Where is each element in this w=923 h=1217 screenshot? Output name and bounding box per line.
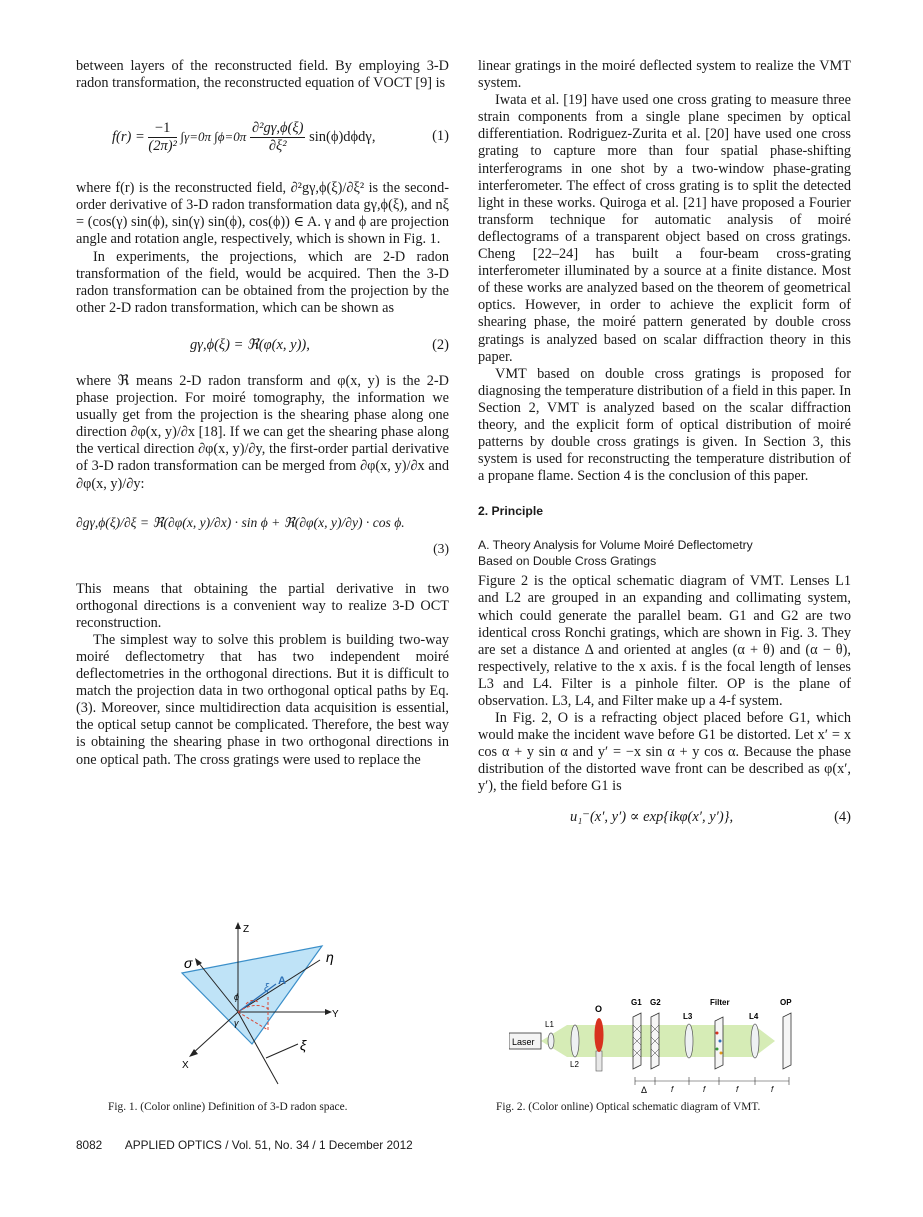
subsection-heading-line-1: A. Theory Analysis for Volume Moiré Deflectometry <box>478 538 753 553</box>
label-f: f <box>671 1085 674 1094</box>
eq1-fraction <box>148 120 177 155</box>
eq1-den: (2π)² <box>148 138 177 155</box>
label-gamma: γ <box>234 1018 239 1028</box>
label-z: Z <box>243 924 250 935</box>
section-heading: 2. Principle <box>478 504 544 519</box>
label-g1: G1 <box>631 998 642 1007</box>
journal-info: APPLIED OPTICS / Vol. 51, No. 34 / 1 December 2012 <box>124 1138 413 1152</box>
equation-number: (1) <box>432 128 449 145</box>
filter-dot <box>716 1048 719 1051</box>
observation-plane <box>783 1013 791 1069</box>
label-a: A <box>278 975 286 987</box>
label-o: O <box>595 1004 603 1014</box>
eq1-lhs: f(r) = <box>112 129 145 146</box>
label-l4: L4 <box>749 1012 759 1021</box>
label-xi-small: ξ <box>264 982 269 994</box>
paragraph: Figure 2 is the optical schematic diagram of VMT. Lenses L1 and L2 are grouped in an expanding and collimating system, which could generate the parallel beam. G1 and G2 are two identical cross Ronchi gratings, which are shown in Fig. 3. They are set a distance Δ and oriented at angles (α + θ) and (α − θ), respectively, relative to the x axis. f is the focal length of lenses L3 and L4. Filter is a pinhole filter. OP is the plane of observation. L3, L4, and Filter make up a 4-f system. <box>478 573 851 709</box>
y-arrow-icon <box>325 1009 332 1015</box>
left-column <box>76 58 449 769</box>
paragraph: The simplest way to solve this problem is building two-way moiré deflectometry that has two independent moiré deflectometries in the orthogonal directions. But it is difficult to match the projection data in two orthogonal optical paths by Eq. (3). Moreover, since multidirection data acquisition is essential, the optical setup cannot be complicated. Therefore, the best way is obtaining the shearing phase in two orthogonal directions in one optical path. The cross gratings were used to replace the <box>76 631 449 768</box>
xi-branch <box>266 1044 298 1058</box>
equation-number: (3) <box>433 540 449 556</box>
label-filter: Filter <box>710 998 730 1007</box>
label-eta: η <box>326 949 334 965</box>
eq1-num: −1 <box>148 120 177 138</box>
paragraph: where ℜ means 2-D radon transform and φ(x, y) is the 2-D phase projection. For moiré tomography, the information we usually get from the projection is the shearing phase along one direction ∂φ(x, y)/∂x [18]. If we can get the shearing phase along the vertical direction ∂φ(x, y)/∂y, the first-order partial derivative of 3-D radon transformation can be merged from ∂φ(x, y)/∂x and ∂φ(x, y)/∂y: <box>76 372 449 492</box>
figure-2-caption: Fig. 2. (Color online) Optical schematic diagram of VMT. <box>496 1101 761 1113</box>
label-l3: L3 <box>683 1012 693 1021</box>
eq1-derivative <box>250 120 305 155</box>
filter-dot <box>719 1040 722 1043</box>
lens-l4 <box>751 1024 759 1058</box>
sigma-arrow-icon <box>195 958 202 966</box>
paragraph: This means that obtaining the partial derivative in two orthogonal directions is a convenient way to realize 3-D OCT reconstruction. <box>76 580 449 631</box>
lens-l1 <box>548 1033 554 1049</box>
z-arrow-icon <box>235 922 241 929</box>
label-l1: L1 <box>545 1020 554 1029</box>
plane-a <box>182 946 322 1044</box>
label-sigma: σ <box>184 955 193 971</box>
paragraph: between layers of the reconstructed field. By employing 3-D radon transformation, the reconstructed equation of VOCT [9] is <box>76 58 449 92</box>
lens-l3 <box>685 1024 693 1058</box>
label-op: OP <box>780 998 792 1007</box>
eq1-dnum: ∂²gγ,ϕ(ξ) <box>251 120 304 137</box>
filter-dot <box>716 1032 719 1035</box>
figure-2-optical-schematic <box>509 985 809 1095</box>
label-f: f <box>703 1085 706 1094</box>
eq1-tail: sin(ϕ)dϕdγ, <box>309 129 376 146</box>
eq4-body: u₁⁻(x′, y′) ∝ exp{ikφ(x′, y′)}, <box>570 808 734 825</box>
label-phi: ϕ <box>234 992 240 1002</box>
label-f: f <box>736 1085 739 1094</box>
label-delta: Δ <box>641 1085 648 1095</box>
eq1-integrals: ∫γ=0π ∫ϕ=0π <box>180 129 247 145</box>
subsection-heading-line-2: Based on Double Cross Gratings <box>478 554 657 569</box>
label-x: X <box>182 1060 189 1071</box>
equation-1 <box>76 106 449 168</box>
paragraph: where f(r) is the reconstructed field, ∂²gγ,ϕ(ξ)/∂ξ² is the second-order derivative of 3-D radon transformation data gγ,ϕ(ξ), and nξ = (cos(γ) sin(ϕ), sin(γ) sin(ϕ), cos(ϕ)) ∈ A. γ and ϕ are projection angle and rotation angle, respectively, which is shown in Fig. 1. <box>76 180 449 248</box>
label-f: f <box>771 1085 774 1094</box>
filter-dot <box>720 1052 723 1055</box>
page-number: 8082 <box>76 1138 103 1152</box>
paragraph: In experiments, the projections, which are 2-D radon transformation of the field, would be acquired. Then the 3-D radon transformation can be obtained from the projection by the other 2-D radon transformation, which can be shown as <box>76 248 449 316</box>
label-l2: L2 <box>570 1060 579 1069</box>
label-y: Y <box>332 1009 339 1020</box>
label-g2: G2 <box>650 998 661 1007</box>
eq2-body: gγ,ϕ(ξ) = ℜ(φ(x, y)), <box>190 336 310 353</box>
equation-3 <box>76 493 449 571</box>
equation-2 <box>76 317 449 373</box>
eq3-body: ∂gγ,ϕ(ξ)/∂ξ = ℜ(∂φ(x, y)/∂x) · sin ϕ + ℜ(∂φ(x, y)/∂y) · cos ϕ. <box>76 514 405 530</box>
flame-icon <box>595 1018 604 1052</box>
label-laser: Laser <box>512 1037 535 1047</box>
figure-1-radon-space <box>170 918 350 1096</box>
eq1-dden: ∂ξ² <box>268 138 287 155</box>
equation-4 <box>478 796 851 836</box>
lens-l2 <box>571 1025 579 1057</box>
paragraph: Iwata et al. [19] have used one cross grating to measure three strain components from a single plane specimen by optical differentiation. Rodriguez-Zurita et al. [20] have used one cross grating to capture more than four spatial phase-shifting interferograms in one shot by a two-window phase-grating interferometer. The effect of cross grating is to split the detected light in these works. Quiroga et al. [21] have proposed a Fourier transform technique for automatic analysis of moiré deflectograms of a transparent object based on cross gratings. Cheng [22–24] has built a four-beam cross-grating interferometer illuminated by a source at a finite distance. Most of these works are analyzed based on the theorem of geometrical optics. However, in order to achieve the explicit form of shearing phase, the moiré pattern generated by double cross gratings is analyzed based on scalar diffraction theory in this paper. <box>478 92 851 365</box>
figure-1-caption: Fig. 1. (Color online) Definition of 3-D radon space. <box>108 1101 348 1113</box>
paragraph: VMT based on double cross gratings is proposed for diagnosing the temperature distribution of a field in this paper. In Section 2, VMT is analyzed based on the scalar diffraction theory, and the explicit form of optical distribution of moiré patterns by double cross gratings is given. In Section 3, this system is used for reconstructing the temperature distribution of a propane flame. Section 4 is the conclusion of this paper. <box>478 365 851 485</box>
equation-number: (2) <box>432 336 449 353</box>
x-axis <box>192 1012 238 1054</box>
object-base <box>596 1051 602 1071</box>
paragraph: In Fig. 2, O is a refracting object placed before G1, which would make the incident wave before G1 be distorted. Let x′ = x cos α + y sin α and y′ = −x sin α + y cos α. Because the phase distribution of the distorted wave front can be described as φ(x′, y′), the field before G1 is <box>478 710 851 795</box>
paragraph: linear gratings in the moiré deflected system to realize the VMT system. <box>478 58 851 92</box>
label-xi: ξ <box>300 1037 307 1053</box>
pinhole-filter <box>715 1017 723 1069</box>
equation-number: (4) <box>834 808 851 825</box>
page-footer <box>76 1138 413 1152</box>
right-column <box>478 58 851 836</box>
